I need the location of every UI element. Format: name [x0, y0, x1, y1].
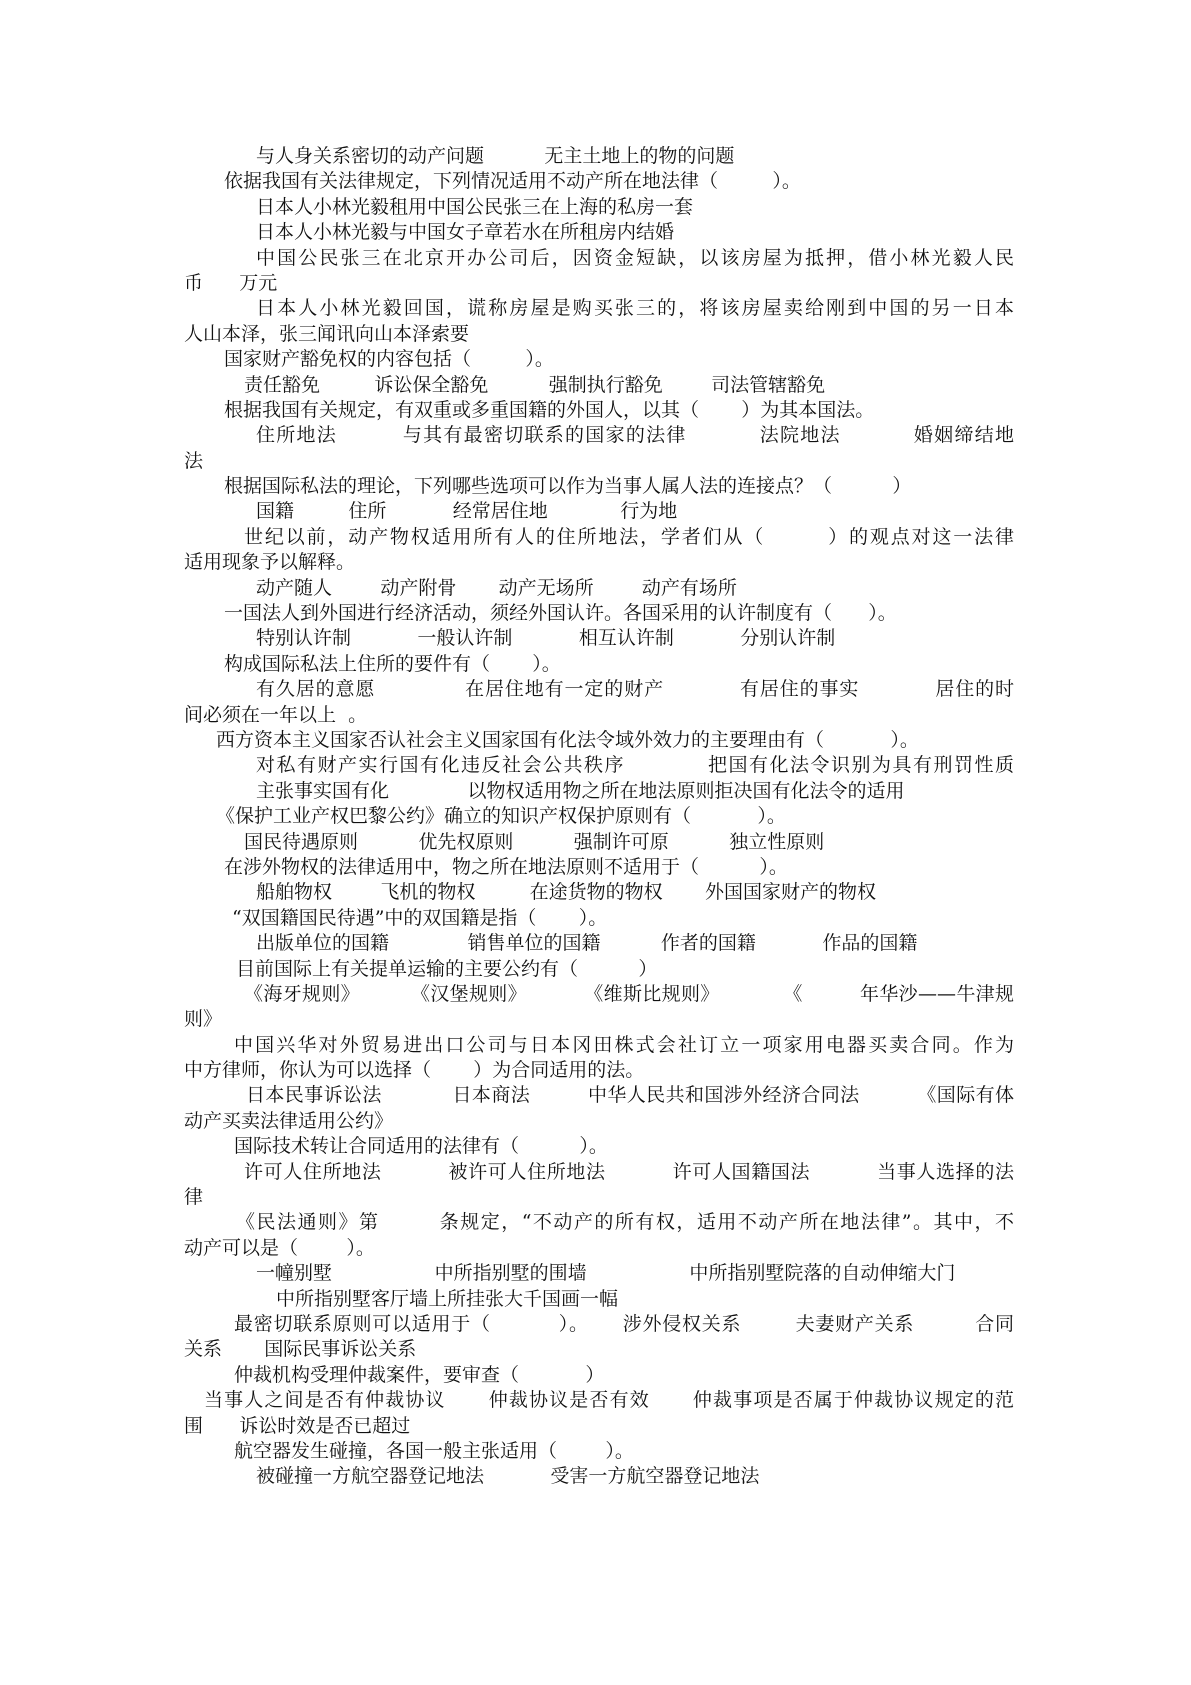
text-line: 目前国际上有关提单运输的主要公约有（ ）: [236, 957, 658, 980]
text-line: 构成国际私法上住所的要件有（ ）。: [224, 652, 561, 675]
text-line: 日本人小林光毅租用中国公民张三在上海的私房一套: [256, 195, 694, 218]
text-line: 与人身关系密切的动产问题 无主土地上的物的问题: [256, 145, 735, 167]
text-line: “双国籍国民待遇”中的双国籍是指（ ）。: [232, 906, 608, 929]
text-line: 中国公民张三在北京开办公司后，因资金短缺，以该房屋为抵押，借小林光毅人民: [256, 246, 1014, 269]
text-line: 国际技术转让合同适用的法律有（ ）。: [234, 1135, 608, 1158]
text-line: 日本民事诉讼法 日本商法 中华人民共和国涉外经济合同法 《国际有体: [246, 1084, 1014, 1107]
text-line: 国家财产豁免权的内容包括（ ）。: [224, 348, 554, 371]
text-line: 则》: [184, 1008, 223, 1031]
text-line: 船舶物权 飞机的物权 在途货物的物权 外国国家财产的物权: [256, 881, 876, 904]
text-line: 国民待遇原则 优先权原则 强制许可原 独立性原则: [244, 830, 825, 853]
text-line: 住所地法 与其有最密切联系的国家的法律 法院地法 婚姻缔结地: [256, 424, 1014, 447]
text-line: 出版单位的国籍 销售单位的国籍 作者的国籍 作品的国籍: [256, 932, 918, 955]
text-line: 适用现象予以解释。: [184, 551, 356, 574]
text-line: 在涉外物权的法律适用中，物之所在地法原则不适用于（ ）。: [224, 855, 788, 878]
text-line: 《民法通则》第 条规定，“不动产的所有权，适用不动产所在地法律”。其中，不: [236, 1211, 1014, 1234]
text-line: 中国兴华对外贸易进出口公司与日本冈田株式会社订立一项家用电器买卖合同。作为: [234, 1033, 1014, 1056]
text-line: 一国法人到外国进行经济活动，须经外国认许。各国采用的认许制度有（ ）。: [224, 602, 897, 625]
text-line: 中所指别墅客厅墙上所挂张大千国画一幅: [276, 1287, 619, 1310]
text-line: 被碰撞一方航空器登记地法 受害一方航空器登记地法: [256, 1465, 760, 1488]
text-line: 日本人小林光毅与中国女子章若水在所租房内结婚: [256, 221, 675, 244]
document-body: [184, 144, 1014, 1490]
text-line: 航空器发生碰撞，各国一般主张适用（ ）。: [234, 1439, 634, 1462]
text-line: 动产可以是（ ）。: [184, 1236, 375, 1259]
text-line: 对私有财产实行国有化违反社会公共秩序 把国有化法令识别为具有刑罚性质: [256, 754, 1014, 777]
text-line: 间必须在一年以上 。: [184, 703, 368, 726]
text-line: 最密切联系原则可以适用于（ ）。 涉外侵权关系 夫妻财产关系 合同: [234, 1312, 1014, 1335]
text-line: 国籍 住所 经常居住地 行为地: [256, 500, 678, 523]
text-line: 动产买卖法律适用公约》: [184, 1109, 394, 1132]
text-line: 世纪以前，动产物权适用所有人的住所地法，学者们从（ ）的观点对这一法律: [244, 525, 1014, 548]
text-line: 《海牙规则》 《汉堡规则》 《维斯比规则》 《 年华沙——牛津规: [244, 982, 1014, 1005]
text-line: 围 诉讼时效是否已超过: [184, 1414, 411, 1437]
text-line: 有久居的意愿 在居住地有一定的财产 有居住的事实 居住的时: [256, 678, 1014, 701]
text-line: 中方律师，你认为可以选择（ ）为合同适用的法。: [184, 1059, 645, 1082]
text-line: 法: [184, 449, 204, 472]
text-line: 西方资本主义国家否认社会主义国家国有化法令域外效力的主要理由有（ ）。: [216, 728, 919, 751]
text-line: 根据国际私法的理论，下列哪些选项可以作为当事人属人法的连接点？（ ）: [224, 475, 912, 498]
text-line: 《保护工业产权巴黎公约》确立的知识产权保护原则有（ ）。: [216, 805, 786, 828]
text-line: 动产随人 动产附骨 动产无场所 动产有场所: [256, 576, 737, 599]
text-line: 一幢别墅 中所指别墅的围墙 中所指别墅院落的自动伸缩大门: [256, 1262, 956, 1285]
text-line: 主张事实国有化 以物权适用物之所在地法原则拒决国有化法令的适用: [256, 779, 905, 802]
text-line: 责任豁免 诉讼保全豁免 强制执行豁免 司法管辖豁免: [244, 373, 826, 396]
text-line: 人山本泽，张三闻讯向山本泽索要: [184, 322, 470, 345]
text-line: 日本人小林光毅回国，谎称房屋是购买张三的，将该房屋卖给刚到中国的另一日本: [256, 297, 1014, 320]
text-line: 许可人住所地法 被许可人住所地法 许可人国籍国法 当事人选择的法: [244, 1160, 1014, 1183]
text-line: 当事人之间是否有仲裁协议 仲裁协议是否有效 仲裁事项是否属于仲裁协议规定的范: [204, 1389, 1014, 1412]
text-line: 依据我国有关法律规定，下列情况适用不动产所在地法律（ ）。: [224, 170, 801, 193]
text-line: 关系 国际民事诉讼关系: [184, 1338, 417, 1361]
text-line: 根据我国有关规定，有双重或多重国籍的外国人，以其（ ）为其本国法。: [224, 398, 875, 421]
text-line: 仲裁机构受理仲裁案件，要审查（ ）: [234, 1363, 605, 1386]
text-line: 特别认许制 一般认许制 相互认许制 分别认许制: [256, 627, 836, 650]
text-line: 币 万元: [184, 271, 278, 294]
text-line: 律: [184, 1186, 204, 1209]
